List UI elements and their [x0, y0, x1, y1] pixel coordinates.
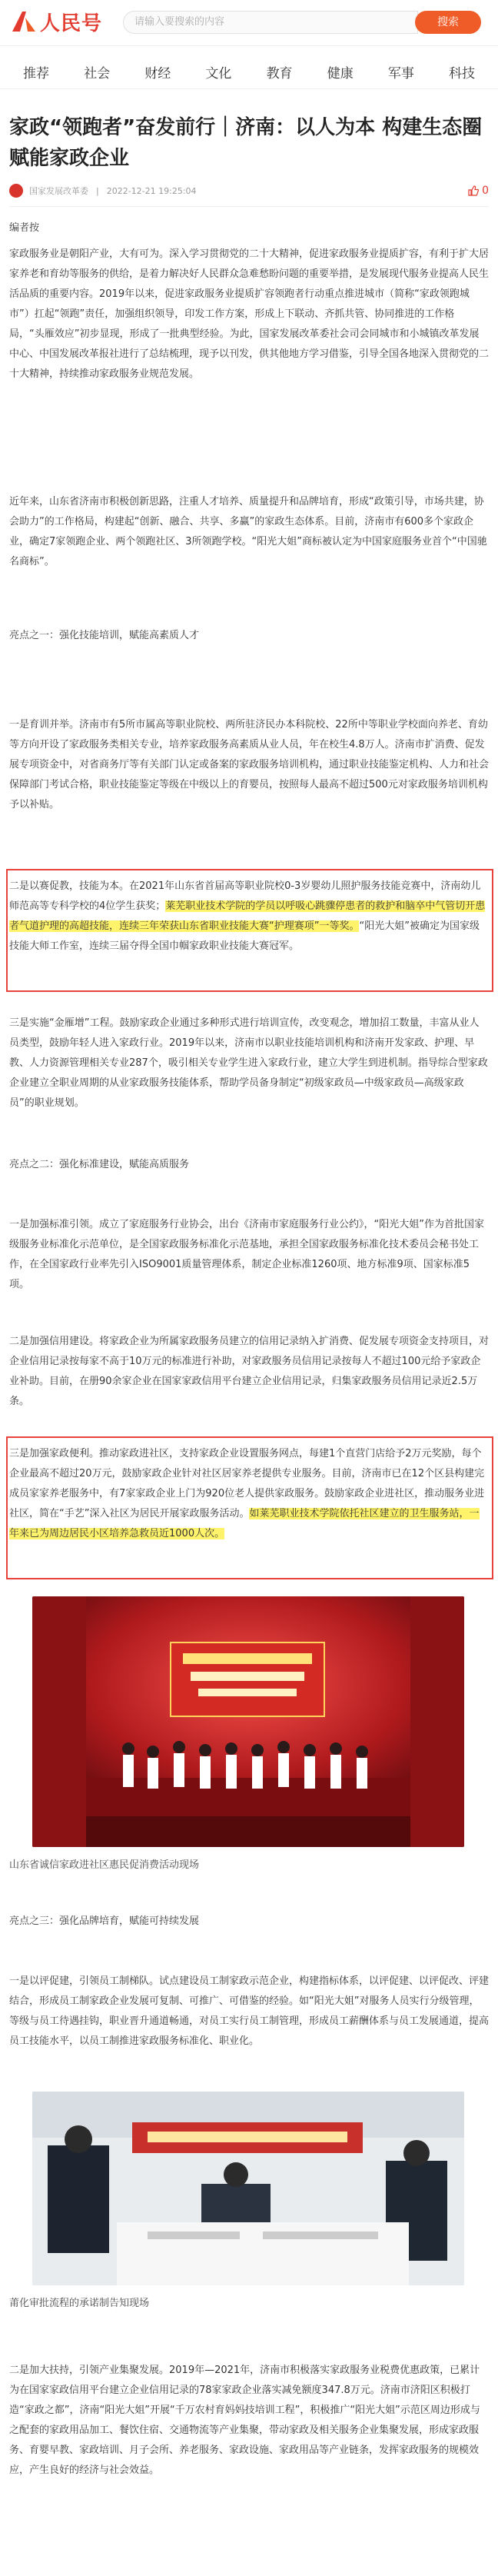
highlighted-text-laiwu: 莱芜职业技术学院的学员以呼吸心跳骤停患者的救护和脑卒中气管切开患者气道护理的高超技能，连续三年荣获山东省职业技能大赛“护理赛项”一等奖。	[9, 900, 486, 932]
nav-item-tech[interactable]: 科技	[448, 66, 475, 82]
community-text-a: 三是加强家政便利。推动家政进社区，支持家政企业设置服务网点，每建1个直营门店给予2万元奖励，每个企业最高不超过20万元，鼓励家政企业针对社区居家养老提供专业服务。目前，济南市已在12个区县构建完成员家家养老服务中，有7家家政企业上门为920位老人提供家政服务。鼓励家政企业进社区，推动服务业进社区，简在“手艺”深入社区为居民开展家政服务活动。	[9, 1448, 485, 1519]
event-photo-image	[32, 1596, 464, 1847]
highlighted-text-first-aid: 如莱芜职业技术学院依托社区建立的卫生服务站，一年来已为周边居民小区培养急救员近1000人次。	[9, 1508, 480, 1539]
author-avatar-icon[interactable]	[9, 184, 23, 198]
like-icon	[468, 185, 479, 196]
category-nav	[0, 58, 498, 89]
competition-text-c: “阳光大姐”被确定为国家级技能大师工作室，连续三届夺得全国巾帼家政职业技能大赛冠军。	[9, 920, 480, 952]
logo-text: 人民号	[40, 12, 103, 35]
paragraph-standards: 一是加强标准引领。成立了家庭服务行业协会，出台《济南市家庭服务行业公约》，“阳光大姐”作为首批国家级服务业标准化示范单位，是全国家政服务标准化示范基地，承担全国家政服务标准化技术委员会秘书处工作，在全国家政行业率先引入ISO9001质量管理体系，制定企业标准1260项、地方标准9项、国家标准5项。	[9, 1219, 484, 1290]
paragraph-competition	[9, 877, 489, 957]
section-heading-1: 亮点之一：强化技能培训，赋能高素质人才	[9, 630, 200, 641]
paragraph-training: 一是育训并举。济南市有5所市属高等职业院校、两所驻济民办本科院校、22所中等职业学校面向养老、育幼等方向开设了家政服务类相关专业，培养家政服务高素质从业人员，年在校生4.8万人。济南市扩消费、促发展专项资金中，对省商务厅等有关部门认定或备案的家政服务培训机构，通过职业技能鉴定机构、人力和社会保障部门考试合格，职业技能鉴定等级在中级以上的育婴员，按照每人最高不超过500元对家政服务培训机构予以补贴。	[9, 719, 490, 810]
paragraph-golden-goose: 三是实施“金雁增”工程。鼓励家政企业通过多种形式进行培训宣传，改变观念，增加招工数量，丰富从业人员类型，鼓励年轻人进入家政行业。2019年以来，济南市以职业技能培训机构和济南开发家政、护理、早教、人力资源管理相关专业287个，吸引相关专业学生进入家政行业，建立大学生到进机制。指导综合型家政企业建立全职业周期的从业家政服务技能体系，帮助学员备身制定“初级家政员—中级家政员—高级家政员”的职业规划。	[9, 1017, 488, 1109]
nav-item-military[interactable]: 军事	[387, 66, 414, 82]
top-bar	[0, 0, 498, 46]
paragraph-credit: 二是加强信用建设。将家政企业为所属家政服务员建立的信用记录纳入扩消费、促发展专项资金支持项目，对企业信用记录按每家不高于10万元的标准进行补助，对家政服务员信用记录按每人不超过100元给予家政企业补助。目前，在册90余家企业在国家家政信用平台建立企业信用记录，归集家政服务员信用记录近2.5万条。	[9, 1336, 490, 1407]
nav-item-education[interactable]: 教育	[266, 66, 293, 82]
event-photo	[32, 1596, 464, 1847]
paragraph-intro: 家政服务业是朝阳产业，大有可为。深入学习贯彻党的二十大精神，促进家政服务业提质扩容，有利于扩大居家养老和育幼等服务的供给，是着力解决好人民群众急难愁盼问题的重要举措，是发展现代服务业提高人民生活品质的重要内容。2019年以来，促进家政服务业提质扩容领跑者行动重点推进城市（简称“家政领跑城市”）扛起“领跑”责任，加强组织领导，印发工作方案，形成上下联动、齐抓共管、协同推进的工作格局，“头雁效应”初步显现，形成了一批典型经验。为此，国家发展改革委社会司会同城市和小城镇改革发展中心、中国发展改革报社进行了总结梳理，现予以刊发，供其他地方学习借鉴，引导全国各地深入贯彻党的二十大精神，持续推动家政服务业规范发展。	[9, 248, 490, 380]
search-input[interactable]: 请输入要搜索的内容	[123, 11, 418, 34]
site-logo[interactable]	[11, 8, 102, 35]
nav-item-culture[interactable]: 文化	[205, 66, 232, 82]
paragraph-community	[9, 1444, 489, 1544]
section-heading-2: 亮点之二：强化标准建设，赋能高质服务	[9, 1159, 190, 1170]
nav-item-finance[interactable]: 财经	[144, 66, 171, 82]
search-button[interactable]: 搜索	[415, 11, 481, 34]
paragraph-support: 二是加大扶持，引领产业集聚发展。2019年—2021年，济南市积极落实家政服务业税费优惠政策，已累计为在国家家政信用平台建立企业信用记录的78家家政企业落实减免额度347.8万元。济南市济阳区积极打造“家政之都”，济南“阳光大姐”开展“千万农村育妈妈技培训工程”，积极推广“阳光大姐”示范区周边形成与之配套的家政用品加工、餐饮住宿、交通物流等产业集聚，带动家政及相关服务企业集聚发展，形成家政服务、育婴早教、家政培训、月子会所、养老服务、家政设施、家政用品等产业链条，发挥家政服务的规模效应，产生良好的经济与社会效益。	[9, 2365, 480, 2476]
nav-item-recommend[interactable]: 推荐	[23, 66, 49, 82]
competition-text-a: 二是以赛促教，技能为本。在2021年山东省首届高等职业院校0-3岁婴幼儿照护服务技能竞赛中，济南幼儿师范高等专科学校的4位学生获奖；	[9, 880, 481, 912]
paragraph-overview: 近年来，山东省济南市积极创新思路，注重人才培养、质量提升和品牌培育，形成“政策引导，市场共建，协会助力”的工作格局，构建起“创新、融合、共享、多赢”的家政生态体系。目前，济南市有600多个家政企业，确定7家领跑企业、两个领跑社区、3所领跑学校。“阳光大姐”商标被认定为中国家庭服务业首个“中国驰名商标”。	[9, 496, 487, 567]
service-counter-image	[32, 2092, 464, 2285]
nav-item-health[interactable]: 健康	[327, 66, 354, 82]
photo-caption-1: 山东省诚信家政进社区惠民促消费活动现场	[9, 1859, 200, 1871]
editor-note-label: 编者按	[9, 222, 40, 234]
photo-caption-2: 莆化审批流程的承诺制告知现场	[9, 2298, 150, 2309]
author-name[interactable]: 国家发展改革委	[29, 186, 88, 196]
paragraph-brand: 一是以评促建，引领员工制梯队。试点建设员工制家政示范企业，构建指标体系，以评促建、以评促改、评建结合，形成员工制家政企业发展可复制、可推广、可借鉴的经验。如“阳光大姐”对服务人员实行分级管理，等级与员工待遇挂钩，职业晋升通道畅通，对员工实行员工制管理，形成员工薪酬体系与员工发展通道，提高员工技能水平，以员工制推进家政服务标准化、职业化。	[9, 1975, 490, 2047]
meta-divider	[9, 206, 489, 207]
logo-figure-icon	[11, 10, 37, 33]
nav-item-society[interactable]: 社会	[84, 66, 111, 82]
like-count: 0	[482, 185, 489, 197]
service-counter-photo	[32, 2092, 464, 2285]
publish-date: 2022-12-21 19:25:04	[106, 185, 197, 196]
article-meta	[9, 181, 489, 200]
article-title: 家政“领跑者”奋发前行｜济南：以人为本 构建生态圈赋能家政企业	[9, 116, 483, 170]
meta-separator: |	[96, 185, 99, 196]
like-button[interactable]	[468, 185, 489, 197]
section-heading-3: 亮点之三：强化品牌培育，赋能可持续发展	[9, 1915, 200, 1927]
